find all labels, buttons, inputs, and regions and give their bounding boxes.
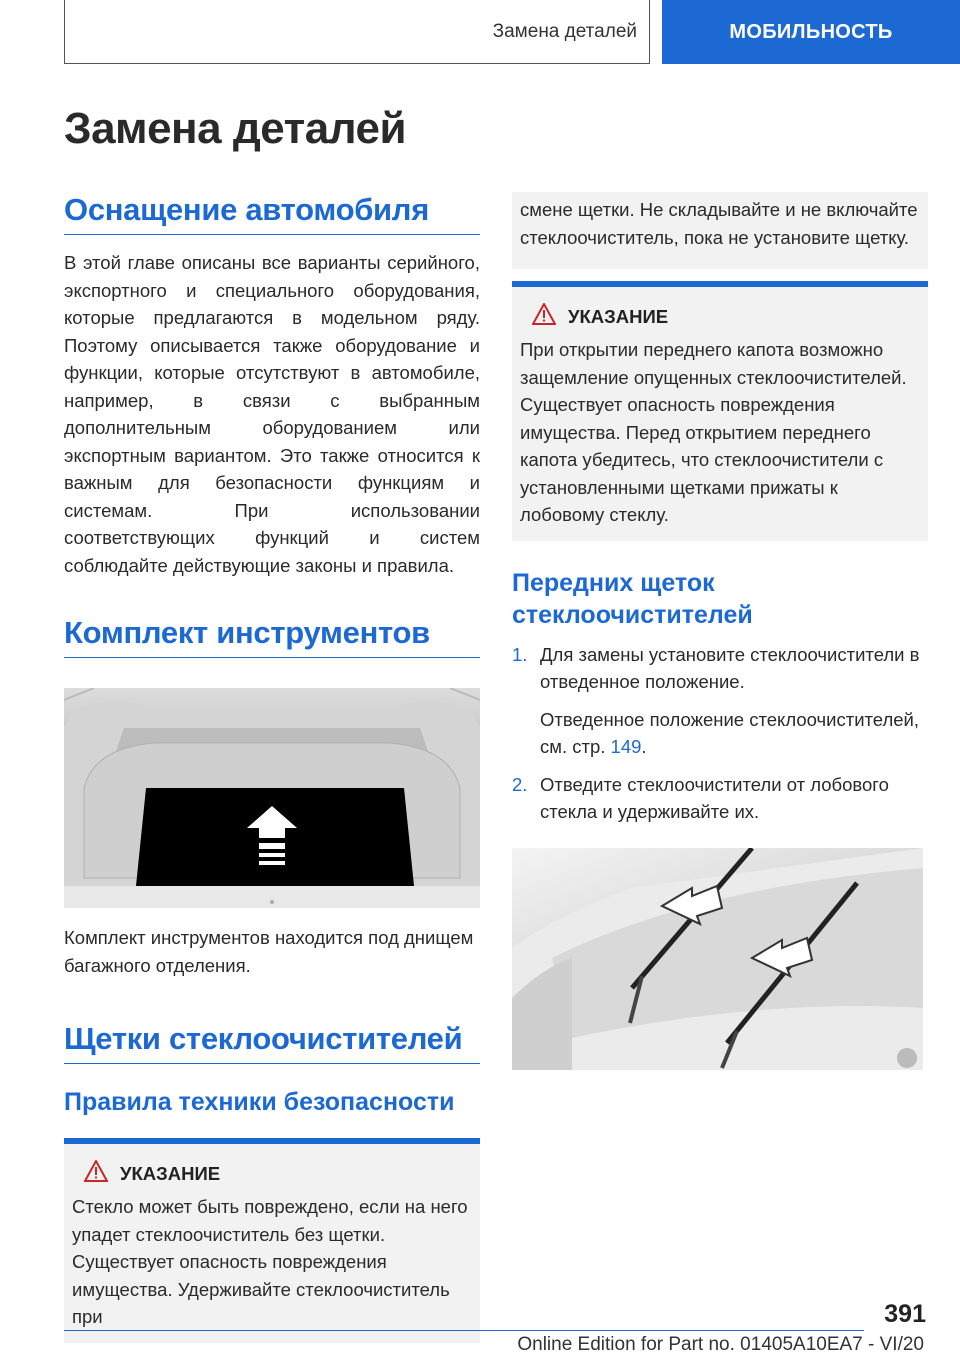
warning-label-2: УКАЗАНИЕ <box>568 305 669 327</box>
warning-label-1: УКАЗАНИЕ <box>120 1162 221 1184</box>
safety-heading: Правила техники безопасности <box>64 1088 455 1116</box>
footer-edition: Online Edition for Part no. 01405A10EA7 - VI/20 <box>517 1334 924 1355</box>
step-number: 2. <box>512 773 528 795</box>
warning-header-1 <box>72 1160 472 1187</box>
page-title: Замена деталей <box>64 104 407 153</box>
warning-text-1-continued: смене щетки. Не складывайте и не включайте стеклоочиститель, пока не установите щетку. <box>520 199 918 248</box>
left-column <box>64 190 480 1343</box>
header-section-title: Замена деталей <box>492 21 637 42</box>
warning-text-2: При открытии переднего капота возможно защемление опущенных стеклоочистителей. Существует опасность повреждения имущества. Перед открытием переднего капота убедитесь, что стеклоочистители с установленными щетками прижаты к лобовому стеклу. <box>520 339 907 525</box>
equipment-text: В этой главе описаны все варианты серийного, экспортного и специального оборудования, которые предлагаются в модельном ряду. Поэтому описывается также оборудование и функции, которые отсутствуют в автомобиле, например, в связи с выбранным дополнительным оборудованием или экспортным вариантом. Это также относится к важным для безопасности функциям и системам. При использовании соответствующих функций и систем соблюдайте действующие законы и правила. <box>64 252 480 576</box>
step-subtext <box>540 706 928 761</box>
toolkit-heading: Комплект инструментов <box>64 613 480 658</box>
wiper-image <box>512 848 923 1070</box>
wipers-heading: Щетки стеклоочистителей <box>64 1019 480 1064</box>
step-number: 1. <box>512 643 528 665</box>
steps-list <box>512 641 928 826</box>
list-item <box>512 771 928 826</box>
warning-header-2 <box>520 303 920 330</box>
warning-box-1-continued <box>512 192 928 269</box>
list-item <box>512 641 928 761</box>
step-text: Для замены установите стеклоочистители в отведенное положение. <box>540 643 920 692</box>
toolkit-caption: Комплект инструментов находится под днищем багажного отделения. <box>64 927 474 976</box>
header-section-box <box>64 0 650 64</box>
warning-text-1: Стекло может быть повреждено, если на него упадет стеклоочиститель без щетки. Существует опасность повреждения имущества. Удерживайте стеклоочиститель при <box>72 1196 468 1327</box>
warning-box-2 <box>512 281 928 541</box>
page-number: 391 <box>884 1300 926 1328</box>
header-category-tab[interactable]: МОБИЛЬНОСТЬ <box>662 0 960 64</box>
front-wipers-heading: Передних щеток стеклоочистителей <box>512 568 753 629</box>
page-link-149[interactable]: 149 <box>610 736 642 757</box>
toolkit-image <box>64 688 480 908</box>
warning-icon <box>84 1160 108 1187</box>
footer-divider <box>64 1330 864 1331</box>
step-subtext-body: Отведенное положение стеклоочистителей, см. стр. <box>540 708 920 757</box>
equipment-heading: Оснащение автомобиля <box>64 190 480 235</box>
right-column <box>512 192 928 1070</box>
warning-box-1 <box>64 1138 480 1343</box>
step-text: Отведите стеклоочистители от лобового стекла и удерживайте их. <box>540 773 889 822</box>
warning-icon <box>532 303 556 330</box>
step-subtext-end: . <box>641 736 647 757</box>
